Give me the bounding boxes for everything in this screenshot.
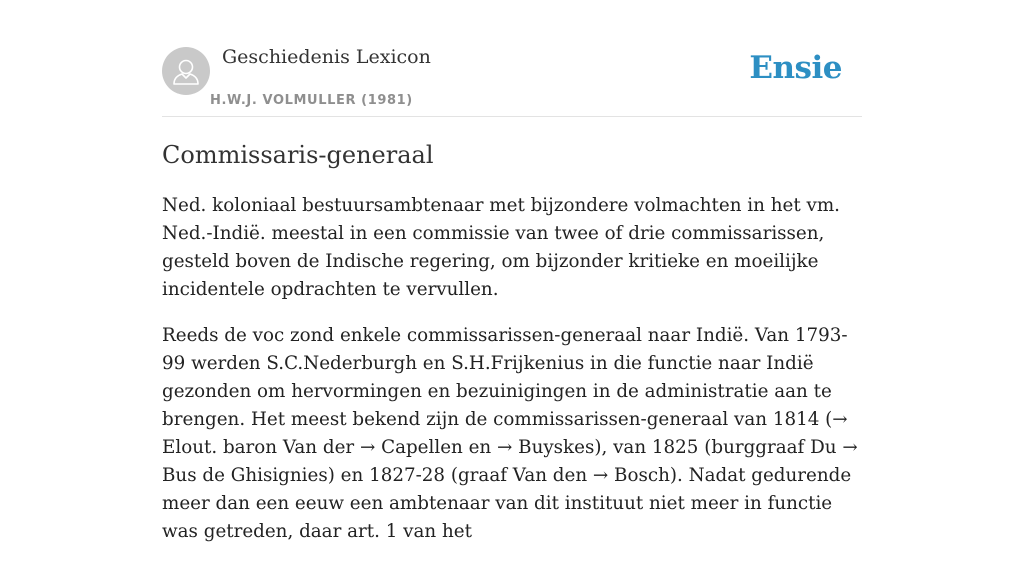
book-header xyxy=(162,0,862,117)
page xyxy=(162,0,862,542)
paragraph-text: Reeds de voc zond enkele commissarissen-generaal naar Indië. Van 1793-99 werden S.C.Nederburgh en S.H.Frijkenius in die functie naar Indië gezonden om hervormingen en bezuinigingen in de administratie aan te brengen. Het meest bekend zijn de commissarissen-generaal van 1814 ( xyxy=(162,325,848,430)
paragraph-text: ), van 1825 (burggraaf Du xyxy=(594,437,843,458)
paragraph-text: ) en 1827-28 (graaf Van den xyxy=(327,465,593,486)
link-buyskes[interactable]: → Buyskes xyxy=(497,437,595,458)
author-label: H.W.J. VOLMULLER (1981) xyxy=(210,93,413,108)
link-capellen[interactable]: → Capellen xyxy=(359,437,463,458)
link-elout[interactable]: → Elout xyxy=(162,409,848,458)
article-paragraph-1: Ned. koloniaal bestuursambtenaar met bijzondere volmachten in het vm. Ned.-Indië. meestal in een commissie van twee of drie commissarissen, gesteld boven de Indische regering, om bijzonder kritieke en moeilijke incidentele opdrachten te vervullen. xyxy=(162,195,840,300)
ensie-logo-link[interactable]: Ensie xyxy=(749,50,842,86)
paragraph-text: en xyxy=(462,437,498,458)
paragraph-text: ). Nadat gedurende meer dan een eeuw een ambtenaar van dit instituut niet meer in functie was getreden, daar art. 1 van het xyxy=(162,465,852,542)
paragraph-text: . baron Van der xyxy=(211,437,360,458)
user-avatar-icon[interactable] xyxy=(162,47,210,95)
link-bus-de-ghisignies[interactable]: → Bus de Ghisignies xyxy=(162,437,858,486)
book-title-link[interactable]: Geschiedenis Lexicon xyxy=(222,46,431,68)
article-paragraph-2 xyxy=(162,322,862,546)
link-bosch[interactable]: → Bosch xyxy=(592,465,670,486)
person-outline-icon xyxy=(162,47,210,95)
article-title: Commissaris-generaal xyxy=(162,141,434,169)
article-body xyxy=(162,192,862,564)
